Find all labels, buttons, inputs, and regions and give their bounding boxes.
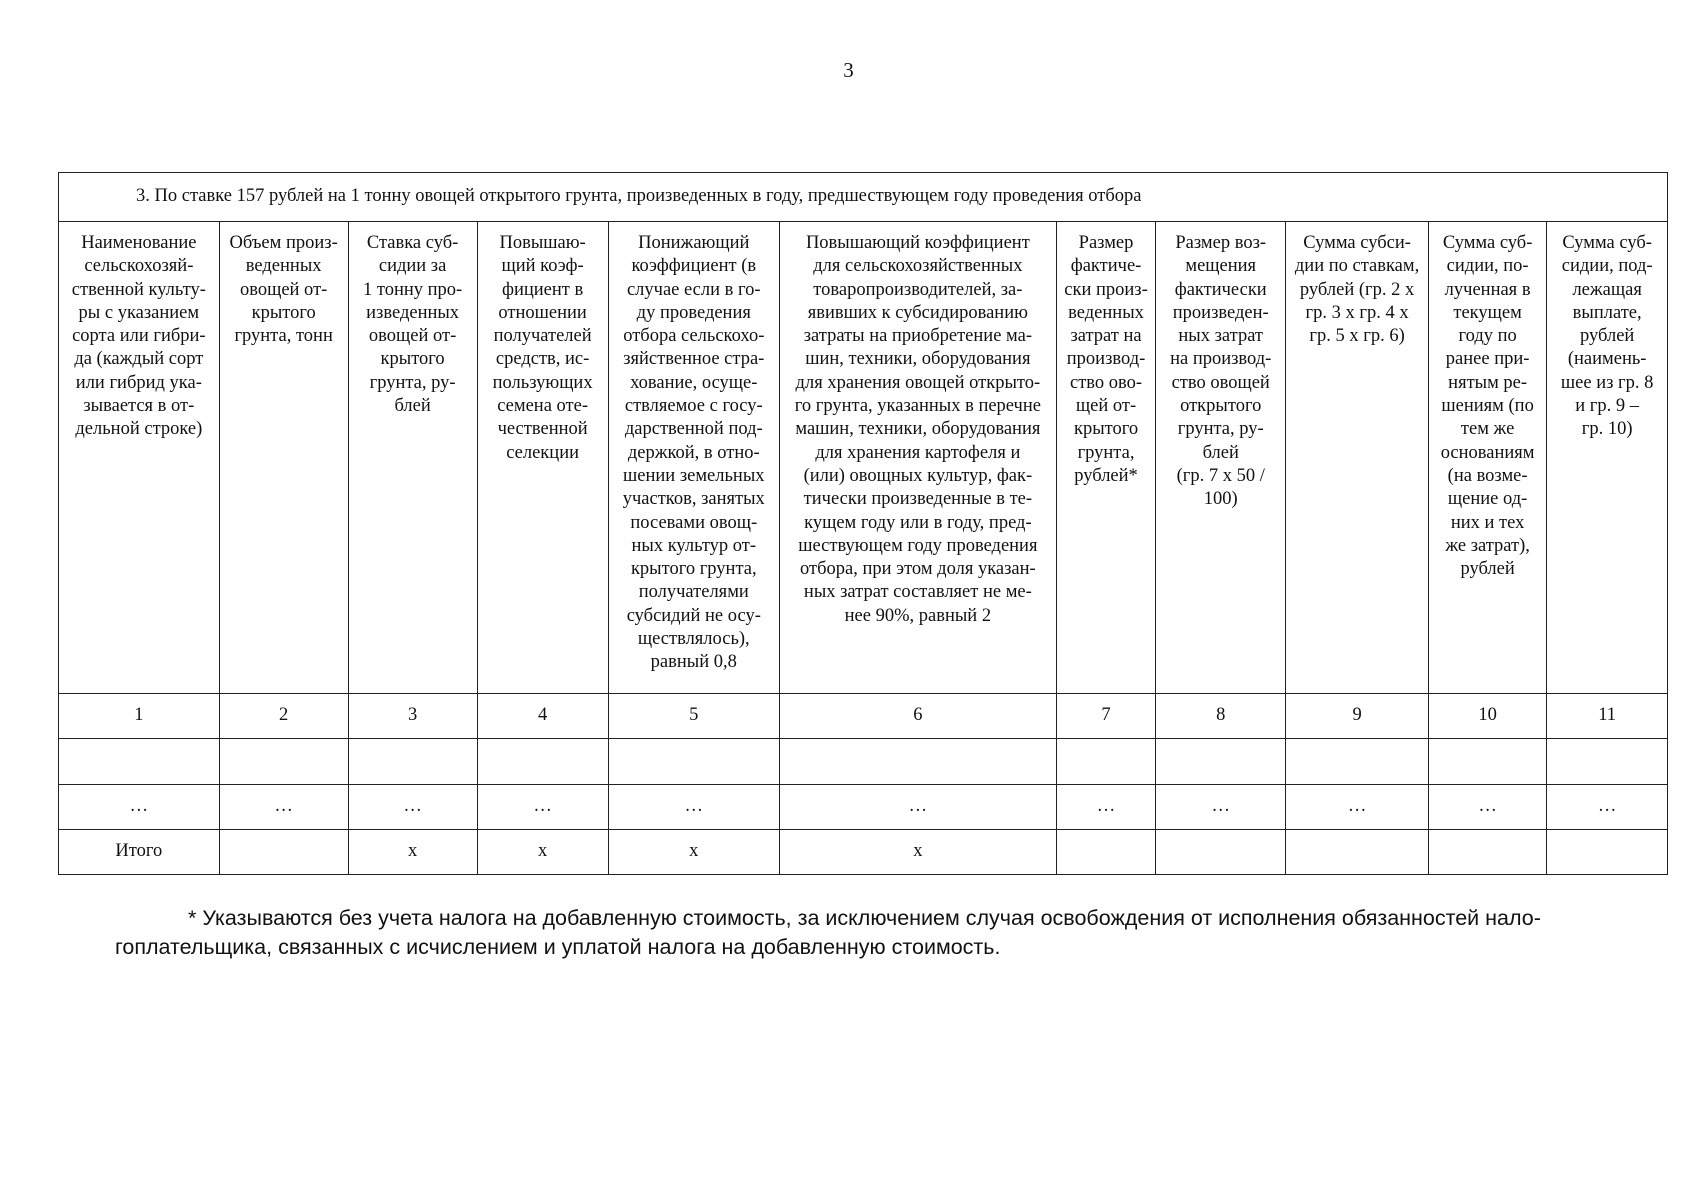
header-volume: Объем произ- веденных овощей от- крытого грунта, тонн [219, 222, 348, 694]
column-number: 11 [1547, 694, 1668, 739]
total-label: Итого [59, 830, 220, 875]
table-cell: … [1156, 785, 1286, 830]
table-cell: х [477, 830, 608, 875]
column-number: 7 [1056, 694, 1155, 739]
table-cell [608, 739, 779, 785]
table-cell [219, 739, 348, 785]
table-cell: … [219, 785, 348, 830]
table-cell: … [1056, 785, 1155, 830]
table-cell [219, 830, 348, 875]
header-actual-costs: Размер фактиче- ски произ- веденных затрат на производ- ство ово- щей от- крытого грунта, рублей* [1056, 222, 1155, 694]
footnote [115, 904, 1595, 961]
column-number: 4 [477, 694, 608, 739]
header-domestic-seed-coefficient: Повышаю- щий коэф- фициент в отношении получателей средств, ис- пользующих семена оте- чественной селекции [477, 222, 608, 694]
footnote-line: гоплательщика, связанных с исчислением и уплатой налога на добавленную стоимость. [115, 934, 1001, 959]
table-cell: х [348, 830, 477, 875]
table-cell [1286, 830, 1429, 875]
table-cell [477, 739, 608, 785]
header-crop-name: Наименование сельскохозяй- ственной культу- ры с указанием сорта или гибри- да (каждый сорт или гибрид ука- зывается в от- дельной строке) [59, 222, 220, 694]
table-cell: … [477, 785, 608, 830]
table-row [59, 785, 1668, 830]
table-cell: х [608, 830, 779, 875]
section-title: 3. По ставке 157 рублей на 1 тонну овощей открытого грунта, произведенных в году, предшествующем году проведения отбора [59, 173, 1668, 222]
table-cell: … [1428, 785, 1546, 830]
table-cell [1156, 739, 1286, 785]
table-cell: … [779, 785, 1056, 830]
table-row [59, 739, 1668, 785]
column-number: 6 [779, 694, 1056, 739]
header-reducing-coefficient: Понижающий коэффициент (в случае если в го- ду проведения отбора сельскохо- зяйственное стра- хование, осуще- ствляемое с госу- дарственной под- держкой, в отно- шении земельных участков, занятых посевами овощ- ных культур от- крытого грунта, получателями субсидий не осу- ществлялось), равный 0,8 [608, 222, 779, 694]
header-equipment-coefficient: Повышающий коэффициент для сельскохозяйственных товаропроизводителей, за- явивших к субсидированию затраты на приобретение ма- шин, техники, оборудования для хранения овощей открыто- го грунта, указанных в перечне машин, техники, оборудования для хранения картофеля и (или) овощных культур, фак- тически произведенные в те- кущем году или в году, пред- шествующем году проведения отбора, при этом доля указан- ных затрат составляет не ме- нее 90%, равный 2 [779, 222, 1056, 694]
total-row [59, 830, 1668, 875]
table-cell: … [348, 785, 477, 830]
table-cell [1428, 830, 1546, 875]
header-subsidy-received: Сумма суб- сидии, по- лученная в текущем году по ранее при- нятым ре- шениям (по тем же основаниям (на возме- щение од- них и тех же затрат), рублей [1428, 222, 1546, 694]
table-cell [1056, 739, 1155, 785]
column-number: 10 [1428, 694, 1546, 739]
footnote-line: * Указываются без учета налога на добавленную стоимость, за исключением случая освобождения от исполнения обязанностей нало- [188, 906, 1541, 930]
table-cell [59, 739, 220, 785]
table-cell: … [1286, 785, 1429, 830]
column-number-row [59, 694, 1668, 739]
subsidy-table [58, 172, 1668, 875]
page-number: 3 [843, 58, 854, 82]
table-cell [1056, 830, 1155, 875]
table-cell [1286, 739, 1429, 785]
table-cell [1547, 739, 1668, 785]
section-title-row [59, 173, 1668, 222]
column-number: 5 [608, 694, 779, 739]
column-number: 1 [59, 694, 220, 739]
table-cell [779, 739, 1056, 785]
header-rate: Ставка суб- сидии за 1 тонну про- изведенных овощей от- крытого грунта, ру- блей [348, 222, 477, 694]
table-cell [348, 739, 477, 785]
table-cell: х [779, 830, 1056, 875]
column-number: 9 [1286, 694, 1429, 739]
table-cell: … [1547, 785, 1668, 830]
table-cell [1428, 739, 1546, 785]
header-subsidy-by-rate: Сумма субси- дии по ставкам, рублей (гр. 2 х гр. 3 х гр. 4 х гр. 5 х гр. 6) [1286, 222, 1429, 694]
table-cell: … [59, 785, 220, 830]
header-reimbursement: Размер воз- мещения фактически произведен- ных затрат на производ- ство овощей открытого грунта, ру- блей (гр. 7 х 50 / 100) [1156, 222, 1286, 694]
column-number: 2 [219, 694, 348, 739]
table-cell [1156, 830, 1286, 875]
column-number: 8 [1156, 694, 1286, 739]
table-header-row [59, 222, 1668, 694]
table-cell: … [608, 785, 779, 830]
header-subsidy-payable: Сумма суб- сидии, под- лежащая выплате, рублей (наимень- шее из гр. 8 и гр. 9 – гр. 10) [1547, 222, 1668, 694]
table-cell [1547, 830, 1668, 875]
column-number: 3 [348, 694, 477, 739]
